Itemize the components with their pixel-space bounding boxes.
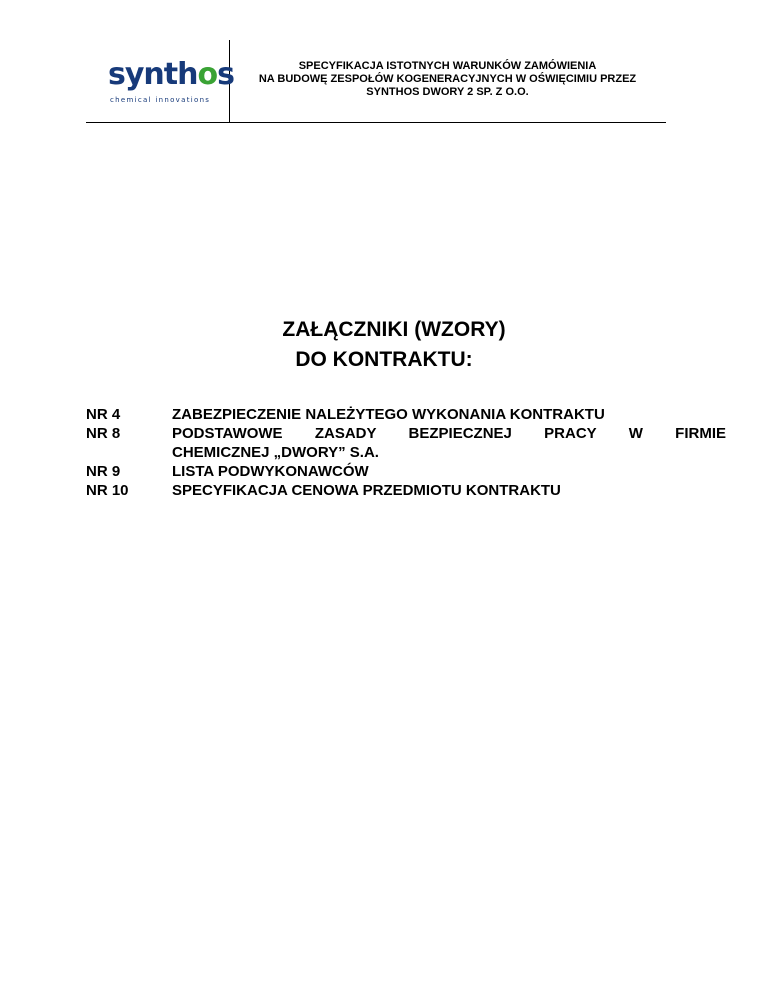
logo-tagline: chemical innovations <box>110 96 211 104</box>
header-title <box>229 60 666 99</box>
header-line-3: SYNTHOS DWORY 2 SP. Z O.O. <box>366 86 529 98</box>
header-line-1: SPECYFIKACJA ISTOTNYCH WARUNKÓW ZAMÓWIENIA <box>298 60 597 72</box>
attachment-list <box>86 405 726 500</box>
attachment-item <box>86 462 726 481</box>
document-title-line-2: DO KONTRAKTU: <box>295 348 473 371</box>
attachment-item <box>86 424 726 462</box>
attachment-number: NR 4 <box>86 406 121 423</box>
attachment-number: NR 9 <box>86 463 121 480</box>
attachment-item <box>86 405 726 424</box>
attachment-number: NR 10 <box>86 482 129 499</box>
logo-word-end: s <box>217 57 234 92</box>
attachment-item <box>86 481 726 500</box>
page-header <box>86 40 666 123</box>
logo-wordmark <box>108 57 234 92</box>
attachment-title: ZABEZPIECZENIE NALEŻYTEGO WYKONANIA KONTRAKTU <box>172 406 605 423</box>
logo-word-start: synth <box>108 57 198 92</box>
attachment-title: LISTA PODWYKONAWCÓW <box>172 463 369 480</box>
attachment-title: SPECYFIKACJA CENOWA PRZEDMIOTU KONTRAKTU <box>172 482 561 499</box>
logo-word-o: o <box>197 57 218 92</box>
document-title-line-1: ZAŁĄCZNIKI (WZORY) <box>282 318 506 341</box>
logo <box>86 40 234 122</box>
header-line-2: NA BUDOWĘ ZESPOŁÓW KOGENERACYJNYCH W OŚWIĘCIMIU PRZEZ <box>258 73 637 85</box>
attachment-number: NR 8 <box>86 425 121 442</box>
attachment-title: PODSTAWOWE ZASADY BEZPIECZNEJ PRACY W FIRMIE CHEMICZNEJ „DWORY” S.A. <box>172 425 726 461</box>
